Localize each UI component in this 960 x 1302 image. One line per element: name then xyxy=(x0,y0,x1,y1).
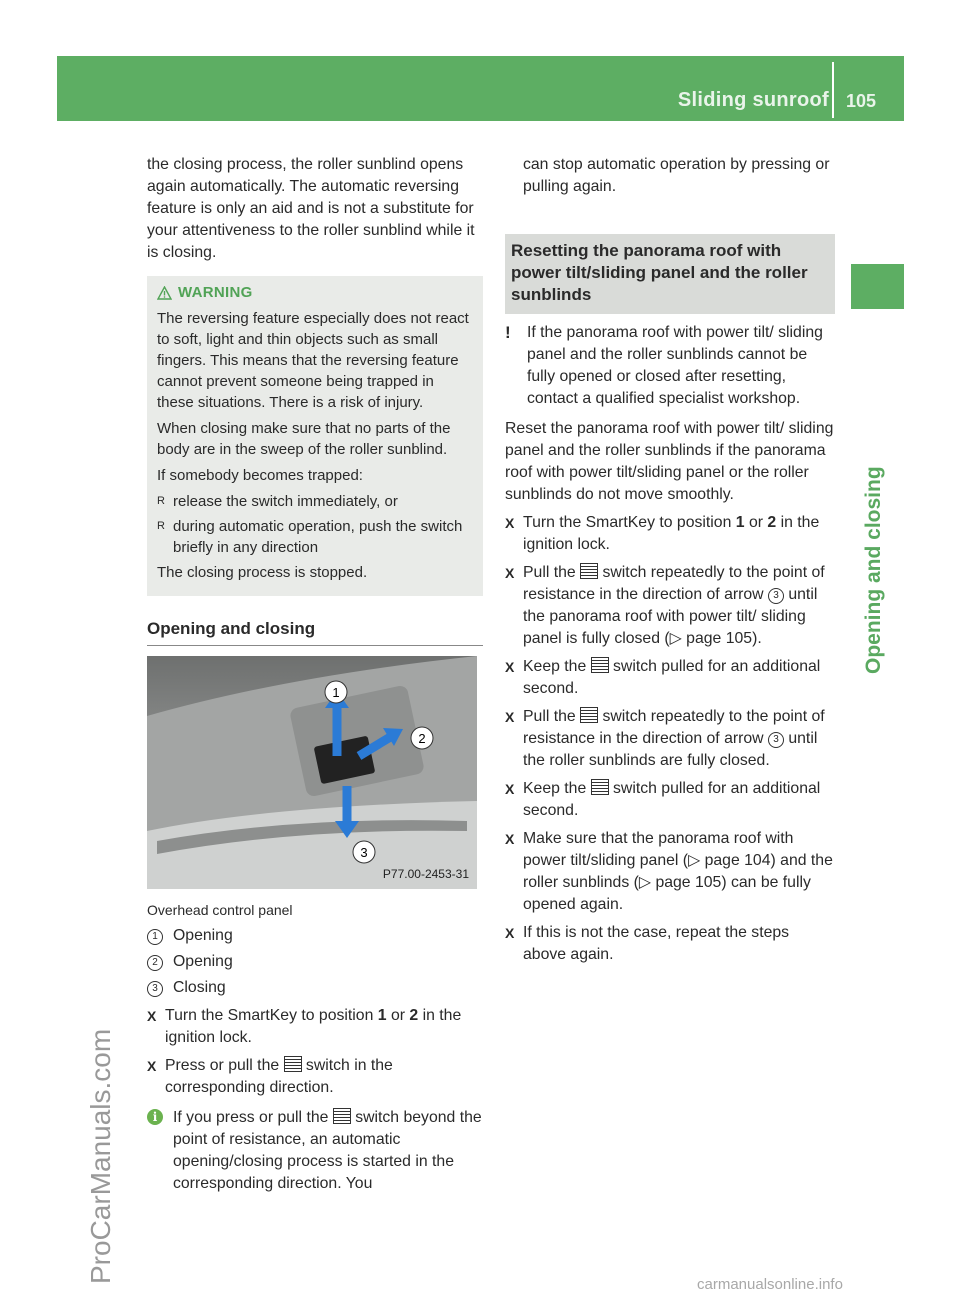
instruction-step: X Press or pull the switch in the corresponding direction. xyxy=(147,1055,483,1099)
instruction-step: X Turn the SmartKey to position 1 or 2 in the ignition lock. xyxy=(147,1005,483,1049)
switch-symbol-icon xyxy=(580,563,598,579)
section-tab xyxy=(851,264,904,309)
legend-item xyxy=(147,977,483,999)
instruction-step: X Turn the SmartKey to position 1 or 2 in the ignition lock. xyxy=(505,512,835,556)
warning-box xyxy=(147,276,483,596)
page-reference-link[interactable]: ▷ page 104) and the roller sunblinds ( xyxy=(523,852,833,891)
svg-text:1: 1 xyxy=(332,685,340,700)
exclamation-icon: ! xyxy=(505,323,511,342)
warning-bullet: R release the switch immediately, or xyxy=(157,491,473,512)
switch-symbol-icon xyxy=(284,1056,302,1072)
switch-symbol-icon xyxy=(591,657,609,673)
svg-text:2: 2 xyxy=(418,731,426,746)
page-number: 105 xyxy=(846,91,877,111)
body-paragraph: Reset the panorama roof with power tilt/ sliding panel and the roller sunblinds if the panorama roof with power tilt/sliding panel or the roller sunblinds do not move smoothly. xyxy=(505,420,834,503)
instruction-step: X If this is not the case, repeat the steps above again. xyxy=(505,922,835,966)
continued-text: can stop automatic operation by pressing or pulling again. xyxy=(523,156,830,195)
instruction-step: X Pull the switch repeatedly to the point of resistance in the direction of arrow 3 until the roller sunblinds are fully closed. xyxy=(505,706,835,772)
header-title: Sliding sunroof xyxy=(677,89,829,111)
left-column xyxy=(147,154,483,1195)
instruction-step: X Make sure that the panorama roof with power tilt/sliding panel (▷ page 104) and the roller sunblinds (▷ page 105) can be fully opened again. xyxy=(505,828,835,916)
section-title: Opening and closing xyxy=(147,618,483,646)
page-reference-link[interactable]: ▷ page 105) can be fully opened again. xyxy=(523,874,811,913)
overhead-panel-figure xyxy=(147,656,477,889)
legend-label: Opening xyxy=(173,927,233,944)
warning-bullet: R during automatic operation, push the switch briefly in any direction xyxy=(157,516,473,558)
legend-number: 3 xyxy=(147,981,163,997)
intro-text: the closing process, the roller sunblind opens again automatically. The automatic reversing feature is only an aid and is not a substitute for your attentiveness to the roller sunblind while it is closing. xyxy=(147,156,475,261)
arrow-number: 3 xyxy=(768,732,784,748)
legend-item xyxy=(147,951,483,973)
footer-site: carmanualsonline.info xyxy=(697,1276,843,1293)
callout-3-icon xyxy=(353,841,375,863)
legend-item xyxy=(147,925,483,947)
warning-text: The reversing feature especially does not react to soft, light and thin objects such as small fingers. This means that the reversing feature cannot prevent someone being trapped in these situations. There is a risk of injury. xyxy=(157,310,469,411)
callout-1-icon xyxy=(325,681,347,703)
info-note: i If you press or pull the switch beyond the point of resistance, an automatic opening/closing process is started in the corresponding direction. You xyxy=(147,1107,483,1195)
figure-caption: Overhead control panel xyxy=(147,902,293,918)
switch-symbol-icon xyxy=(591,779,609,795)
page-reference-link[interactable]: ▷ page 105). xyxy=(669,630,762,647)
legend-number: 2 xyxy=(147,955,163,971)
arrow-number: 3 xyxy=(768,588,784,604)
warning-text: When closing make sure that no parts of the body are in the sweep of the roller sunblind. xyxy=(157,420,451,458)
legend-number: 1 xyxy=(147,929,163,945)
warning-label: WARNING xyxy=(178,284,253,301)
callout-2-icon xyxy=(411,727,433,749)
switch-symbol-icon xyxy=(333,1108,351,1124)
warning-heading xyxy=(157,282,473,303)
warning-text: If somebody becomes trapped: xyxy=(157,467,363,484)
instruction-step: X Keep the switch pulled for an additional second. xyxy=(505,656,835,700)
svg-text:3: 3 xyxy=(360,845,368,860)
watermark: ProCarManuals.com xyxy=(85,1028,116,1284)
figure-code: P77.00-2453-31 xyxy=(382,867,469,881)
warning-text: The closing process is stopped. xyxy=(157,564,368,581)
header-separator xyxy=(832,62,834,118)
instruction-step: X Pull the switch repeatedly to the point of resistance in the direction of arrow 3 until the panorama roof with power tilt/ sliding panel is fully closed (▷ page 105). xyxy=(505,562,835,650)
right-column xyxy=(505,154,835,966)
info-icon: i xyxy=(147,1109,163,1125)
caution-note: ! If the panorama roof with power tilt/ sliding panel and the roller sunblinds cannot be fully opened or closed after resetting, contact a qualified specialist workshop. xyxy=(505,323,823,407)
switch-symbol-icon xyxy=(580,707,598,723)
legend-label: Closing xyxy=(173,979,226,996)
side-section-label: Opening and closing xyxy=(862,466,885,674)
legend-label: Opening xyxy=(173,953,233,970)
instruction-step: X Keep the switch pulled for an additional second. xyxy=(505,778,835,822)
section-heading: Resetting the panorama roof with power tilt/sliding panel and the roller sunblinds xyxy=(505,234,835,314)
warning-triangle-icon xyxy=(157,286,172,300)
overhead-panel-illustration xyxy=(147,656,477,889)
